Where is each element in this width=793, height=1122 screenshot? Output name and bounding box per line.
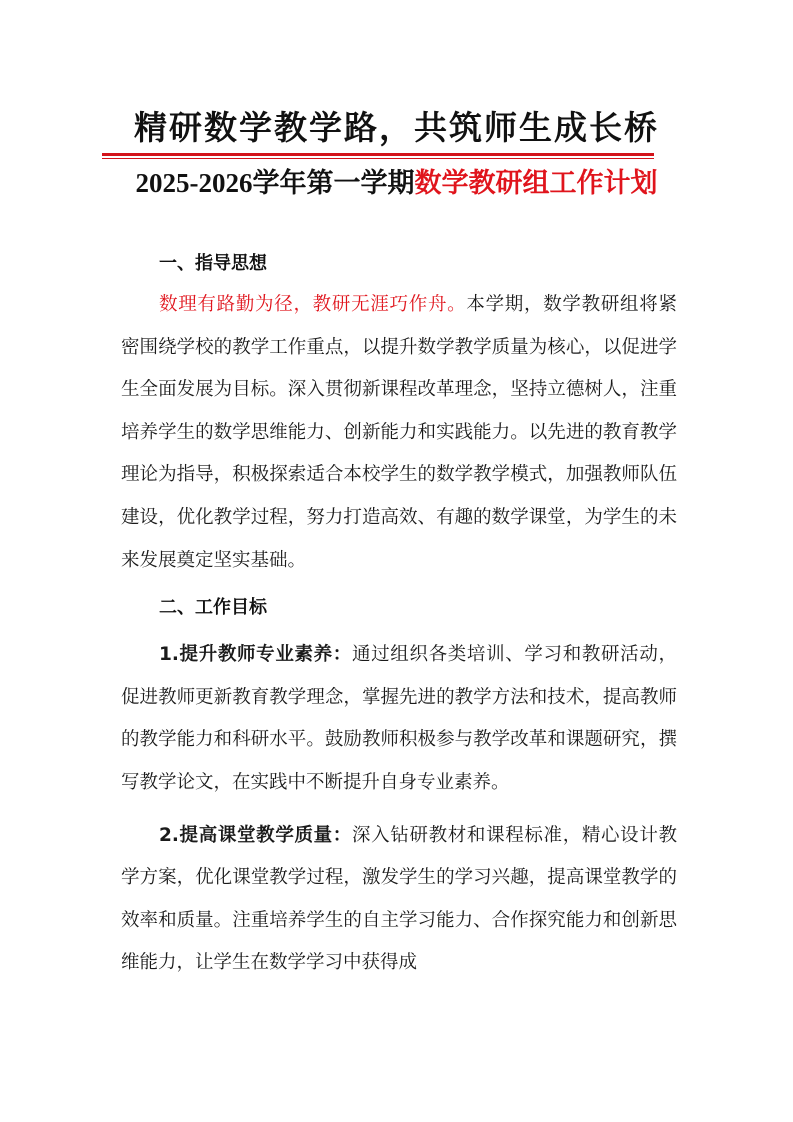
paragraph-goal-1 bbox=[121, 634, 677, 804]
title-divider-thin bbox=[102, 158, 654, 159]
subtitle-plan-name: 数学教研组工作计划 bbox=[414, 168, 658, 198]
document-body bbox=[121, 244, 677, 985]
paragraph-goal-2 bbox=[121, 815, 677, 985]
goal-2-lead: 2.提高课堂教学质量： bbox=[159, 824, 352, 846]
goal-2-text: 深入钻研教材和课程标准，精心设计教学方案，优化课堂教学过程，激发学生的学习兴趣，提高课堂教学的效率和质量。注重培养学生的自主学习能力、合作探究能力和创新思维能力，让学生在数学学习中获得成 bbox=[121, 824, 677, 974]
paragraph-guiding-ideology bbox=[121, 284, 677, 582]
paragraph-lead-quote: 数理有路勤为径，教研无涯巧作舟。 bbox=[159, 294, 467, 315]
title-divider-thick bbox=[102, 153, 654, 156]
spacer bbox=[121, 805, 677, 815]
paragraph-text: 本学期，数学教研组将紧密围绕学校的教学工作重点，以提升数学教学质量为核心，以促进学生全面发展为目标。深入贯彻新课程改革理念，坚持立德树人，注重培养学生的数学思维能力、创新能力和实践能力。以先进的教育教学理论为指导，积极探索适合本校学生的数学教学模式，加强教师队伍建设，优化教学过程，努力打造高效、有趣的数学课堂，为学生的未来发展奠定坚实基础。 bbox=[121, 294, 677, 571]
section-heading-work-goals: 二、工作目标 bbox=[159, 597, 267, 619]
document-main-title: 精研数学教学路，共筑师生成长桥 bbox=[134, 108, 659, 147]
section-heading-guiding-ideology: 一、指导思想 bbox=[159, 253, 267, 274]
goal-1-text: 通过组织各类培训、学习和教研活动，促进教师更新教育教学理念，掌握先进的教学方法和技术，提高教师的教学能力和科研水平。鼓励教师积极参与教学改革和课题研究，撰写教学论文，在实践中不断提升自身专业素养。 bbox=[121, 644, 677, 793]
goal-1-lead: 1.提升教师专业素养： bbox=[159, 644, 352, 666]
subtitle-term: 2025-2026学年第一学期 bbox=[135, 168, 415, 198]
document-subtitle bbox=[0, 162, 793, 204]
